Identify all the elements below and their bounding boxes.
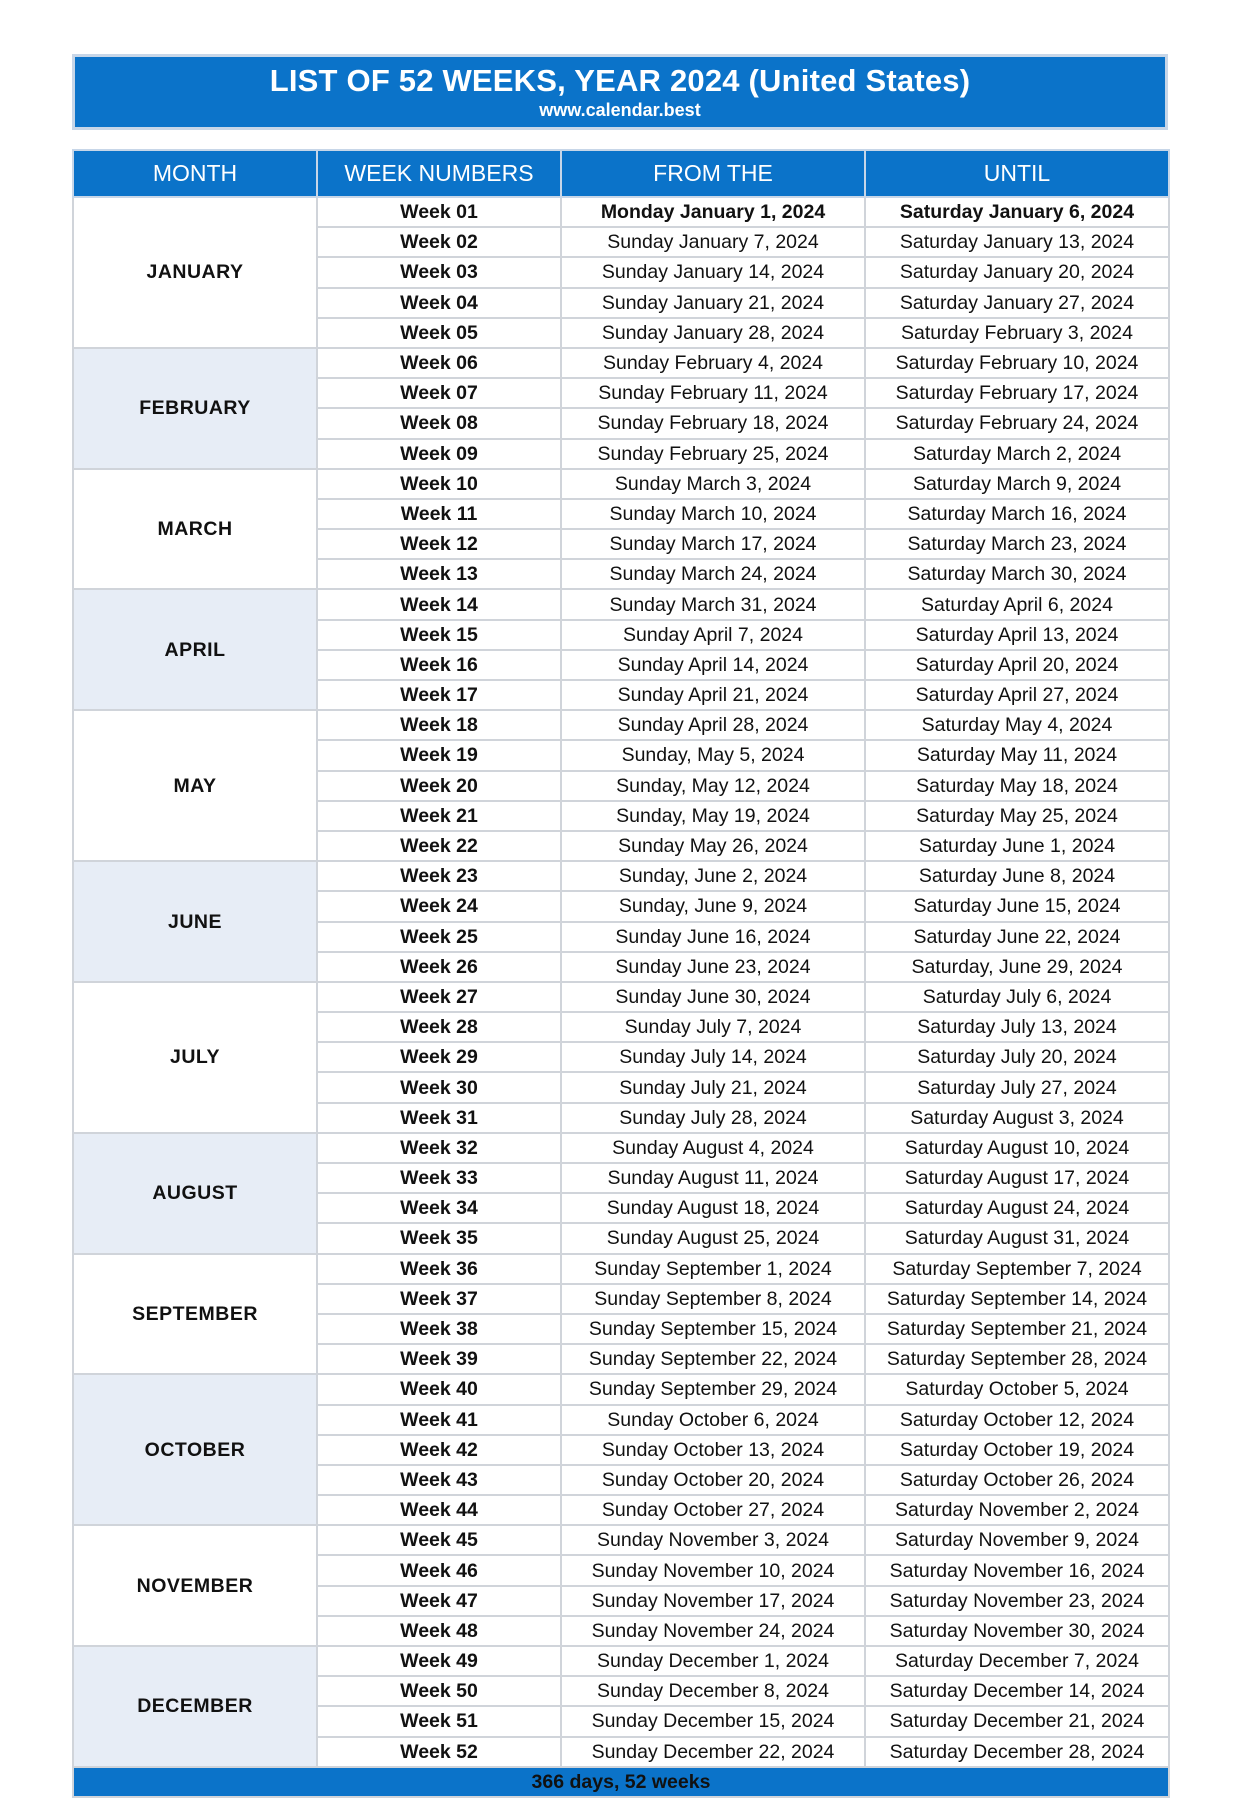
- from-date-cell: Sunday August 4, 2024: [561, 1133, 865, 1163]
- until-date-cell: Saturday November 16, 2024: [865, 1555, 1169, 1585]
- from-date-cell: Sunday April 21, 2024: [561, 680, 865, 710]
- table-row: [73, 348, 1169, 378]
- month-cell: SEPTEMBER: [73, 1254, 317, 1375]
- from-date-cell: Sunday April 28, 2024: [561, 710, 865, 740]
- week-number-cell: Week 10: [317, 469, 561, 499]
- table-row: [73, 1525, 1169, 1555]
- until-date-cell: Saturday May 4, 2024: [865, 710, 1169, 740]
- until-date-cell: Saturday December 7, 2024: [865, 1646, 1169, 1676]
- until-date-cell: Saturday December 28, 2024: [865, 1737, 1169, 1767]
- month-cell: FEBRUARY: [73, 348, 317, 469]
- from-date-cell: Sunday September 29, 2024: [561, 1374, 865, 1404]
- week-number-cell: Week 40: [317, 1374, 561, 1404]
- from-date-cell: Sunday, May 12, 2024: [561, 771, 865, 801]
- until-date-cell: Saturday February 17, 2024: [865, 378, 1169, 408]
- until-date-cell: Saturday February 24, 2024: [865, 408, 1169, 438]
- week-number-cell: Week 51: [317, 1706, 561, 1736]
- week-number-cell: Week 24: [317, 891, 561, 921]
- month-cell: MAY: [73, 710, 317, 861]
- month-cell: JUNE: [73, 861, 317, 982]
- week-number-cell: Week 06: [317, 348, 561, 378]
- month-cell: MARCH: [73, 469, 317, 590]
- from-date-cell: Sunday August 25, 2024: [561, 1223, 865, 1253]
- from-date-cell: Sunday January 28, 2024: [561, 318, 865, 348]
- week-number-cell: Week 44: [317, 1495, 561, 1525]
- week-number-cell: Week 28: [317, 1012, 561, 1042]
- until-date-cell: Saturday June 1, 2024: [865, 831, 1169, 861]
- week-number-cell: Week 33: [317, 1163, 561, 1193]
- until-date-cell: Saturday October 5, 2024: [865, 1374, 1169, 1404]
- until-date-cell: Saturday August 17, 2024: [865, 1163, 1169, 1193]
- from-date-cell: Sunday January 21, 2024: [561, 288, 865, 318]
- month-cell: NOVEMBER: [73, 1525, 317, 1646]
- until-date-cell: Saturday February 10, 2024: [865, 348, 1169, 378]
- from-date-cell: Sunday August 18, 2024: [561, 1193, 865, 1223]
- from-date-cell: Sunday November 10, 2024: [561, 1555, 865, 1585]
- until-date-cell: Saturday May 18, 2024: [865, 771, 1169, 801]
- until-date-cell: Saturday August 24, 2024: [865, 1193, 1169, 1223]
- until-date-cell: Saturday October 12, 2024: [865, 1405, 1169, 1435]
- table-row: [73, 1254, 1169, 1284]
- week-number-cell: Week 13: [317, 559, 561, 589]
- page-title: LIST OF 52 WEEKS, YEAR 2024 (United States): [269, 63, 971, 98]
- from-date-cell: Sunday January 14, 2024: [561, 257, 865, 287]
- from-date-cell: Sunday July 28, 2024: [561, 1103, 865, 1133]
- from-date-cell: Sunday March 17, 2024: [561, 529, 865, 559]
- table-row: [73, 710, 1169, 740]
- week-number-cell: Week 23: [317, 861, 561, 891]
- from-date-cell: Sunday July 21, 2024: [561, 1072, 865, 1102]
- weeks-table: [72, 149, 1170, 1798]
- from-date-cell: Sunday December 1, 2024: [561, 1646, 865, 1676]
- weeks-table-body: [73, 197, 1169, 1767]
- week-number-cell: Week 21: [317, 801, 561, 831]
- month-cell: OCTOBER: [73, 1374, 317, 1525]
- from-date-cell: Sunday October 27, 2024: [561, 1495, 865, 1525]
- until-date-cell: Saturday June 8, 2024: [865, 861, 1169, 891]
- until-date-cell: Saturday March 30, 2024: [865, 559, 1169, 589]
- week-number-cell: Week 18: [317, 710, 561, 740]
- table-row: [73, 982, 1169, 1012]
- from-date-cell: Sunday, May 19, 2024: [561, 801, 865, 831]
- from-date-cell: Sunday March 24, 2024: [561, 559, 865, 589]
- week-number-cell: Week 26: [317, 952, 561, 982]
- from-date-cell: Sunday September 8, 2024: [561, 1284, 865, 1314]
- week-number-cell: Week 46: [317, 1555, 561, 1585]
- until-date-cell: Saturday January 6, 2024: [865, 197, 1169, 227]
- from-date-cell: Sunday August 11, 2024: [561, 1163, 865, 1193]
- column-header-from: FROM THE: [561, 150, 865, 197]
- from-date-cell: Sunday June 30, 2024: [561, 982, 865, 1012]
- from-date-cell: Sunday April 14, 2024: [561, 650, 865, 680]
- week-number-cell: Week 37: [317, 1284, 561, 1314]
- from-date-cell: Sunday December 15, 2024: [561, 1706, 865, 1736]
- from-date-cell: Sunday, May 5, 2024: [561, 740, 865, 770]
- from-date-cell: Sunday November 24, 2024: [561, 1616, 865, 1646]
- from-date-cell: Sunday April 7, 2024: [561, 620, 865, 650]
- from-date-cell: Sunday December 8, 2024: [561, 1676, 865, 1706]
- until-date-cell: Saturday January 20, 2024: [865, 257, 1169, 287]
- until-date-cell: Saturday December 14, 2024: [865, 1676, 1169, 1706]
- until-date-cell: Saturday, June 29, 2024: [865, 952, 1169, 982]
- until-date-cell: Saturday August 31, 2024: [865, 1223, 1169, 1253]
- from-date-cell: Sunday February 25, 2024: [561, 439, 865, 469]
- week-number-cell: Week 35: [317, 1223, 561, 1253]
- week-number-cell: Week 05: [317, 318, 561, 348]
- table-row: [73, 861, 1169, 891]
- until-date-cell: Saturday November 23, 2024: [865, 1586, 1169, 1616]
- until-date-cell: Saturday February 3, 2024: [865, 318, 1169, 348]
- from-date-cell: Sunday February 4, 2024: [561, 348, 865, 378]
- from-date-cell: Sunday June 23, 2024: [561, 952, 865, 982]
- until-date-cell: Saturday April 27, 2024: [865, 680, 1169, 710]
- until-date-cell: Saturday September 21, 2024: [865, 1314, 1169, 1344]
- until-date-cell: Saturday July 27, 2024: [865, 1072, 1169, 1102]
- from-date-cell: Sunday November 3, 2024: [561, 1525, 865, 1555]
- week-number-cell: Week 12: [317, 529, 561, 559]
- from-date-cell: Sunday July 7, 2024: [561, 1012, 865, 1042]
- week-number-cell: Week 03: [317, 257, 561, 287]
- week-number-cell: Week 38: [317, 1314, 561, 1344]
- week-number-cell: Week 41: [317, 1405, 561, 1435]
- until-date-cell: Saturday June 15, 2024: [865, 891, 1169, 921]
- from-date-cell: Sunday October 20, 2024: [561, 1465, 865, 1495]
- until-date-cell: Saturday October 26, 2024: [865, 1465, 1169, 1495]
- from-date-cell: Sunday March 10, 2024: [561, 499, 865, 529]
- until-date-cell: Saturday April 20, 2024: [865, 650, 1169, 680]
- from-date-cell: Sunday October 6, 2024: [561, 1405, 865, 1435]
- until-date-cell: Saturday July 13, 2024: [865, 1012, 1169, 1042]
- until-date-cell: Saturday May 25, 2024: [865, 801, 1169, 831]
- week-number-cell: Week 34: [317, 1193, 561, 1223]
- until-date-cell: Saturday April 13, 2024: [865, 620, 1169, 650]
- week-number-cell: Week 02: [317, 227, 561, 257]
- week-number-cell: Week 15: [317, 620, 561, 650]
- week-number-cell: Week 14: [317, 589, 561, 619]
- column-header-until: UNTIL: [865, 150, 1169, 197]
- until-date-cell: Saturday September 14, 2024: [865, 1284, 1169, 1314]
- week-number-cell: Week 30: [317, 1072, 561, 1102]
- week-number-cell: Week 20: [317, 771, 561, 801]
- month-cell: AUGUST: [73, 1133, 317, 1254]
- week-number-cell: Week 42: [317, 1435, 561, 1465]
- from-date-cell: Sunday March 3, 2024: [561, 469, 865, 499]
- until-date-cell: Saturday March 16, 2024: [865, 499, 1169, 529]
- month-cell: APRIL: [73, 589, 317, 710]
- until-date-cell: Saturday July 20, 2024: [865, 1042, 1169, 1072]
- week-number-cell: Week 50: [317, 1676, 561, 1706]
- table-footer-summary: 366 days, 52 weeks: [73, 1767, 1169, 1797]
- until-date-cell: Saturday August 10, 2024: [865, 1133, 1169, 1163]
- until-date-cell: Saturday January 27, 2024: [865, 288, 1169, 318]
- table-row: [73, 197, 1169, 227]
- month-cell: DECEMBER: [73, 1646, 317, 1767]
- week-number-cell: Week 45: [317, 1525, 561, 1555]
- until-date-cell: Saturday June 22, 2024: [865, 922, 1169, 952]
- from-date-cell: Sunday September 1, 2024: [561, 1254, 865, 1284]
- week-number-cell: Week 11: [317, 499, 561, 529]
- from-date-cell: Sunday, June 9, 2024: [561, 891, 865, 921]
- week-number-cell: Week 29: [317, 1042, 561, 1072]
- until-date-cell: Saturday November 30, 2024: [865, 1616, 1169, 1646]
- from-date-cell: Monday January 1, 2024: [561, 197, 865, 227]
- until-date-cell: Saturday November 9, 2024: [865, 1525, 1169, 1555]
- from-date-cell: Sunday September 22, 2024: [561, 1344, 865, 1374]
- month-cell: JANUARY: [73, 197, 317, 348]
- table-row: [73, 1374, 1169, 1404]
- week-number-cell: Week 09: [317, 439, 561, 469]
- week-number-cell: Week 39: [317, 1344, 561, 1374]
- until-date-cell: Saturday March 2, 2024: [865, 439, 1169, 469]
- from-date-cell: Sunday February 11, 2024: [561, 378, 865, 408]
- table-header-row: [73, 150, 1169, 197]
- column-header-month: MONTH: [73, 150, 317, 197]
- page-subtitle: www.calendar.best: [539, 100, 701, 120]
- week-number-cell: Week 07: [317, 378, 561, 408]
- until-date-cell: Saturday November 2, 2024: [865, 1495, 1169, 1525]
- until-date-cell: Saturday December 21, 2024: [865, 1706, 1169, 1736]
- until-date-cell: Saturday May 11, 2024: [865, 740, 1169, 770]
- week-number-cell: Week 52: [317, 1737, 561, 1767]
- week-number-cell: Week 22: [317, 831, 561, 861]
- column-header-week-numbers: WEEK NUMBERS: [317, 150, 561, 197]
- week-number-cell: Week 31: [317, 1103, 561, 1133]
- table-row: [73, 1133, 1169, 1163]
- week-number-cell: Week 16: [317, 650, 561, 680]
- from-date-cell: Sunday May 26, 2024: [561, 831, 865, 861]
- week-number-cell: Week 43: [317, 1465, 561, 1495]
- from-date-cell: Sunday January 7, 2024: [561, 227, 865, 257]
- until-date-cell: Saturday March 9, 2024: [865, 469, 1169, 499]
- from-date-cell: Sunday June 16, 2024: [561, 922, 865, 952]
- until-date-cell: Saturday July 6, 2024: [865, 982, 1169, 1012]
- title-banner: [72, 54, 1168, 130]
- from-date-cell: Sunday November 17, 2024: [561, 1586, 865, 1616]
- week-number-cell: Week 25: [317, 922, 561, 952]
- week-number-cell: Week 49: [317, 1646, 561, 1676]
- from-date-cell: Sunday, June 2, 2024: [561, 861, 865, 891]
- table-row: [73, 1646, 1169, 1676]
- until-date-cell: Saturday August 3, 2024: [865, 1103, 1169, 1133]
- from-date-cell: Sunday March 31, 2024: [561, 589, 865, 619]
- week-number-cell: Week 27: [317, 982, 561, 1012]
- from-date-cell: Sunday September 15, 2024: [561, 1314, 865, 1344]
- week-number-cell: Week 01: [317, 197, 561, 227]
- until-date-cell: Saturday March 23, 2024: [865, 529, 1169, 559]
- until-date-cell: Saturday January 13, 2024: [865, 227, 1169, 257]
- until-date-cell: Saturday April 6, 2024: [865, 589, 1169, 619]
- week-number-cell: Week 08: [317, 408, 561, 438]
- table-row: [73, 589, 1169, 619]
- week-number-cell: Week 47: [317, 1586, 561, 1616]
- from-date-cell: Sunday October 13, 2024: [561, 1435, 865, 1465]
- week-number-cell: Week 19: [317, 740, 561, 770]
- until-date-cell: Saturday October 19, 2024: [865, 1435, 1169, 1465]
- from-date-cell: Sunday February 18, 2024: [561, 408, 865, 438]
- table-footer-row: [73, 1767, 1169, 1797]
- table-row: [73, 469, 1169, 499]
- week-number-cell: Week 04: [317, 288, 561, 318]
- month-cell: JULY: [73, 982, 317, 1133]
- week-number-cell: Week 32: [317, 1133, 561, 1163]
- week-number-cell: Week 48: [317, 1616, 561, 1646]
- until-date-cell: Saturday September 7, 2024: [865, 1254, 1169, 1284]
- until-date-cell: Saturday September 28, 2024: [865, 1344, 1169, 1374]
- from-date-cell: Sunday December 22, 2024: [561, 1737, 865, 1767]
- from-date-cell: Sunday July 14, 2024: [561, 1042, 865, 1072]
- week-number-cell: Week 17: [317, 680, 561, 710]
- week-number-cell: Week 36: [317, 1254, 561, 1284]
